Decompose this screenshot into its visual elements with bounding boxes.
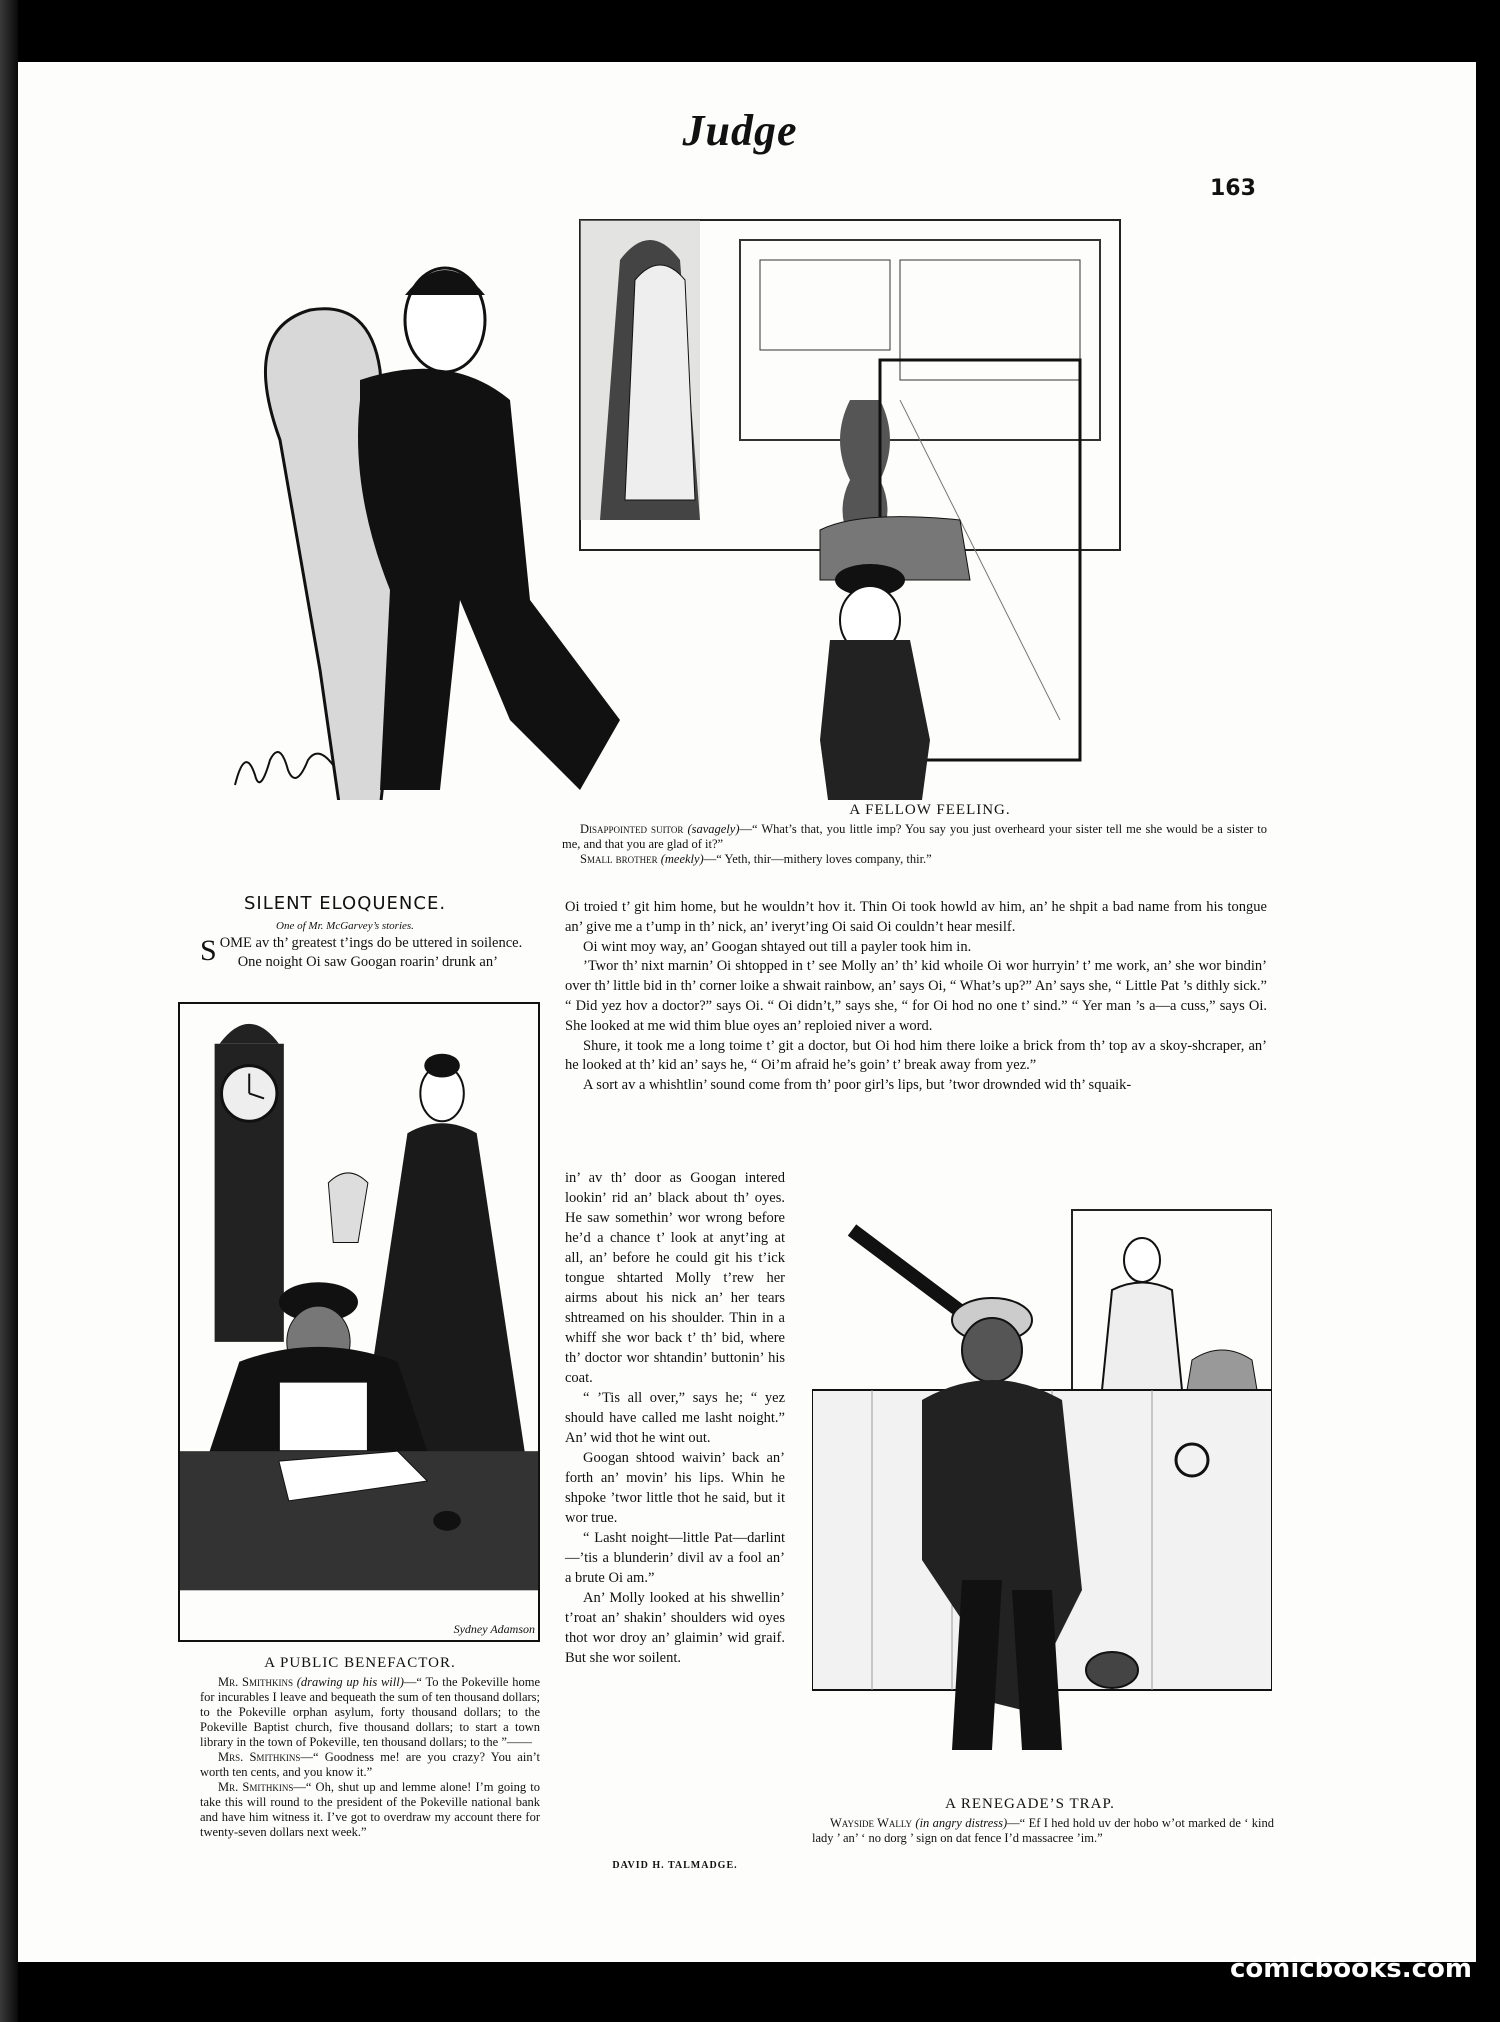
caption-line-3: Mr. Smithkins—“ Oh, shut up and lemme alone! I’m going to take this will round to the president of the Pokeville national bank and have him witness it. I’ve got to overdraw my account there for twenty-seven dollars next week.” <box>200 1780 540 1839</box>
caption-line-1: Wayside Wally (in angry distress)—“ Ef I hed hold uv der hobo w’ot marked de ‘ kind lady ’ an’ ‘ no dorg ’ sign on dat fence I’d massacree ’im.” <box>812 1816 1275 1845</box>
story-continuation-narrow <box>565 1168 785 1668</box>
artist-signature-adamson: Sydney Adamson <box>453 1622 535 1636</box>
story-wide-paragraph: ’Twor th’ nixt marnin’ Oi shtopped in t’ see Molly an’ th’ kid whoile Oi wor hurryin’ t’ me work, an’ she wor bindin’ over th’ little bid in th’ corner loike a shwait rainbow, an’ says Oi, “ What’s up?” An’ says she, “ Little Pat ’s dithly sick.” “ Did yez hov a doctor?” says Oi. “ Oi didn’t,” says she, “ for Oi hod no one t’ sind.” “ Yer man ’s a—a cuss,” says Oi. She looked at me wid thim blue oyes an’ reploied niver a word. <box>565 958 1267 1034</box>
caption-line-1: Mr. Smithkins (drawing up his will)—“ To the Pokeville home for incurables I leave and bequeath the sum of ten thousand dollars; to the Pokeville orphan asylum, forty thousand dollars; to the Pokeville Baptist church, five thousand dollars; to start a town library in the town of Pokeville, ten thousand dollars; to the ”—— <box>200 1675 541 1749</box>
story-wide-paragraph: A sort av a whishtlin’ sound come from th’ poor girl’s lips, but ’twor drownded wid th’ squaik- <box>583 1077 1132 1094</box>
artist-signature-flohr <box>230 740 340 800</box>
story-paragraph-2: One noight Oi saw Googan roarin’ drunk an’ <box>237 954 498 970</box>
caption-fellow-feeling <box>562 822 1267 867</box>
story-opening <box>200 934 540 972</box>
caption-renegades-trap <box>812 1816 1274 1846</box>
story-wide-paragraph: Oi troied t’ git him home, but he wouldn’t hov it. Thin Oi took howld av him, an’ he shpit a bad name from his tongue an’ give me a t’ump in th’ nick, an’ iveryt’ing Oi said Oi couldn’t hear mesilf. <box>565 899 1267 935</box>
story-narrow-paragraph: An’ Molly looked at his shwellin’ t’roat an’ shakin’ shoulders wid oyes thot wor droy an’ glaimin’ wid graif. But she wor soilent. <box>565 1590 785 1666</box>
signature-scrawl <box>230 740 340 800</box>
book-spine <box>0 0 18 2022</box>
caption-line-2: Small brother (meekly)—“ Yeth, thir—mithery loves company, thir.” <box>580 852 932 866</box>
page-number: 163 <box>1210 176 1256 201</box>
caption-title-public-benefactor: A PUBLIC BENEFACTOR. <box>264 1655 456 1671</box>
caption-public-benefactor <box>200 1675 540 1840</box>
story-title: SILENT ELOQUENCE. <box>243 893 447 914</box>
drop-cap: S <box>200 934 217 967</box>
illustration-public-benefactor <box>178 1002 540 1642</box>
caption-title-fellow-feeling: A FELLOW FEELING. <box>849 802 1011 818</box>
caption-line-2: Mrs. Smithkins—“ Goodness me! are you crazy? You ain’t worth ten cents, and you know it.” <box>200 1750 540 1779</box>
watermark: comicbooks.com <box>1229 1954 1472 1984</box>
illustration-fellow-feeling <box>180 200 1270 800</box>
story-paragraph-1: SOME av th’ greatest t’ings do be uttered in soilence. <box>200 934 523 967</box>
masthead-title: Judge <box>682 106 798 155</box>
story-byline: DAVID H. TALMADGE. <box>612 1860 738 1871</box>
story-wide-paragraph: Oi wint moy way, an’ Googan shtayed out till a payler took him in. <box>583 938 972 955</box>
story-narrow-paragraph: in’ av th’ door as Googan intered lookin’ rid an’ black about th’ oyes. He saw somethin’ wor wrong before he’d a chance t’ look at anyt’ing at all, an’ before he could git his t’ick tongue shtarted Molly t’rew her airms about his nick an’ her tears shtreamed on his shoulder. Thin in a whiff she wor back t’ th’ bid, where th’ doctor wor shtandin’ buttonin’ his coat. <box>565 1170 785 1386</box>
story-narrow-paragraph: Googan shtood waivin’ back an’ forth an’ movin’ his lips. Whin he shpoke ’twor little thot he said, but it wor true. <box>565 1450 785 1526</box>
caption-line-1: Disappointed suitor (savagely)—“ What’s that, you little imp? You say you just overheard your sister tell me she would be a sister to me, and that you are glad of it?” <box>562 822 1267 851</box>
story-narrow-paragraph: “ Lasht noight—little Pat—darlint—’tis a blunderin’ divil av a fool an’ a brute Oi am.” <box>565 1530 785 1586</box>
story-subtitle: One of Mr. McGarvey’s stories. <box>276 920 414 932</box>
caption-title-renegades-trap: A RENEGADE’S TRAP. <box>945 1796 1115 1812</box>
story-wide-paragraph: Shure, it took me a long toime t’ git a doctor, but Oi hod him there loike a brick from th’ top av a skoy-shcraper, an’ he looked at th’ kid an’ says he, “ Oi’m afraid he’s goin’ t’ break away from yez.” <box>565 1037 1267 1074</box>
illustration-renegades-trap <box>812 1200 1272 1790</box>
story-narrow-paragraph: “ ’Tis all over,” says he; “ yez should have called me lasht noight.” An’ wid thot he wint out. <box>565 1390 785 1446</box>
story-continuation-wide <box>565 898 1267 1096</box>
